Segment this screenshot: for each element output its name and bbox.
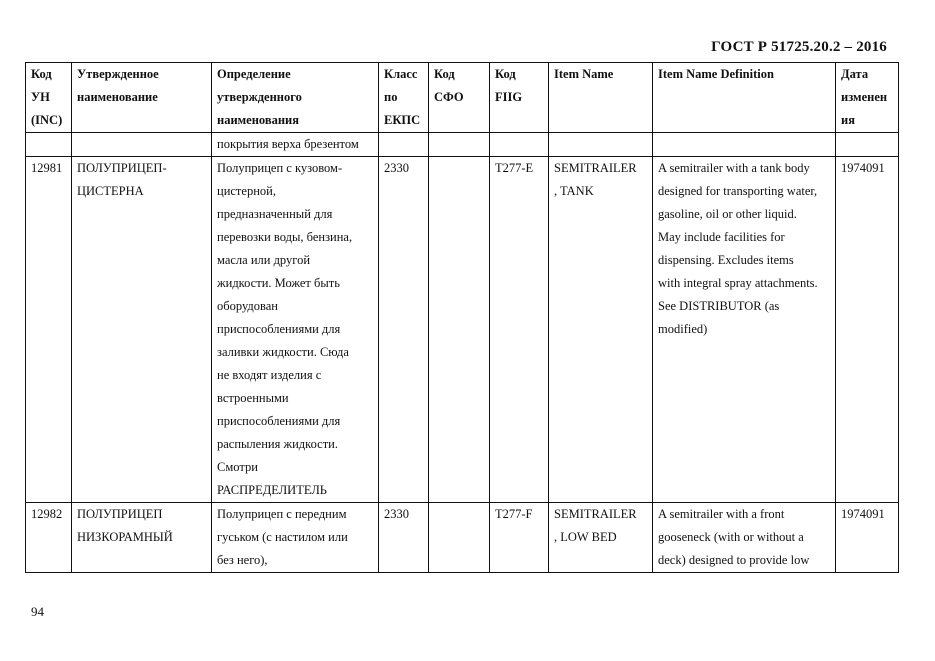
cell-name: ПОЛУПРИЦЕП- ЦИСТЕРНА bbox=[72, 157, 212, 503]
table-row bbox=[26, 157, 899, 503]
cell-inc: 12981 bbox=[26, 157, 72, 503]
cell-definition: Полуприцеп с передним гуськом (с настилом или без него), bbox=[212, 503, 379, 573]
col-header-fiig: Код FIIG bbox=[490, 63, 549, 133]
table-cell bbox=[26, 133, 72, 157]
table-cell bbox=[549, 133, 653, 157]
cell-fiig: T277-E bbox=[490, 157, 549, 503]
table-cell bbox=[836, 133, 899, 157]
cell-inc: 12982 bbox=[26, 503, 72, 573]
cell-fiig: T277-F bbox=[490, 503, 549, 573]
table-row-continuation bbox=[26, 133, 899, 157]
page-number: 94 bbox=[31, 604, 44, 619]
cell-date: 1974091 bbox=[836, 503, 899, 573]
col-header-item-name: Item Name bbox=[549, 63, 653, 133]
cell-item-definition: A semitrailer with a front gooseneck (with or without a deck) designed to provide low bbox=[653, 503, 836, 573]
cell-name: ПОЛУПРИЦЕП НИЗКОРАМНЫЙ bbox=[72, 503, 212, 573]
table-header-row bbox=[26, 63, 899, 133]
col-header-definition: Определение утвержденного наименования bbox=[212, 63, 379, 133]
col-header-sfo: Код СФО bbox=[429, 63, 490, 133]
cell-item-name: SEMITRAILER , TANK bbox=[549, 157, 653, 503]
col-header-date: Дата изменен ия bbox=[836, 63, 899, 133]
cell-sfo bbox=[429, 157, 490, 503]
table-cell bbox=[653, 133, 836, 157]
cell-definition: Полуприцеп с кузовом- цистерной, предназначенный для перевозки воды, бензина, масла или другой жидкости. Может быть оборудован приспособлениями для заливки жидкости. Сюда не входят изделия с встроенными приспособлениями для распыления жидкости. Смотри РАСПРЕДЕЛИТЕЛЬ bbox=[212, 157, 379, 503]
col-header-inc: Код УН (INC) bbox=[26, 63, 72, 133]
table-cell bbox=[490, 133, 549, 157]
cell-class: 2330 bbox=[379, 503, 429, 573]
table-cell: покрытия верха брезентом bbox=[212, 133, 379, 157]
col-header-class: Класс по ЕКПС bbox=[379, 63, 429, 133]
col-header-item-definition: Item Name Definition bbox=[653, 63, 836, 133]
table-cell bbox=[72, 133, 212, 157]
cell-item-name: SEMITRAILER , LOW BED bbox=[549, 503, 653, 573]
cell-date: 1974091 bbox=[836, 157, 899, 503]
col-header-name: Утвержденное наименование bbox=[72, 63, 212, 133]
table-cell bbox=[379, 133, 429, 157]
cell-item-definition: A semitrailer with a tank body designed for transporting water, gasoline, oil or other liquid. May include facilities for dispensing. Excludes items with integral spray attachments. See DISTRIBUTOR (as modified) bbox=[653, 157, 836, 503]
cell-class: 2330 bbox=[379, 157, 429, 503]
document-header: ГОСТ Р 51725.20.2 – 2016 bbox=[711, 39, 887, 55]
cell-sfo bbox=[429, 503, 490, 573]
table-cell bbox=[429, 133, 490, 157]
table-row bbox=[26, 503, 899, 573]
classification-table bbox=[25, 62, 899, 573]
